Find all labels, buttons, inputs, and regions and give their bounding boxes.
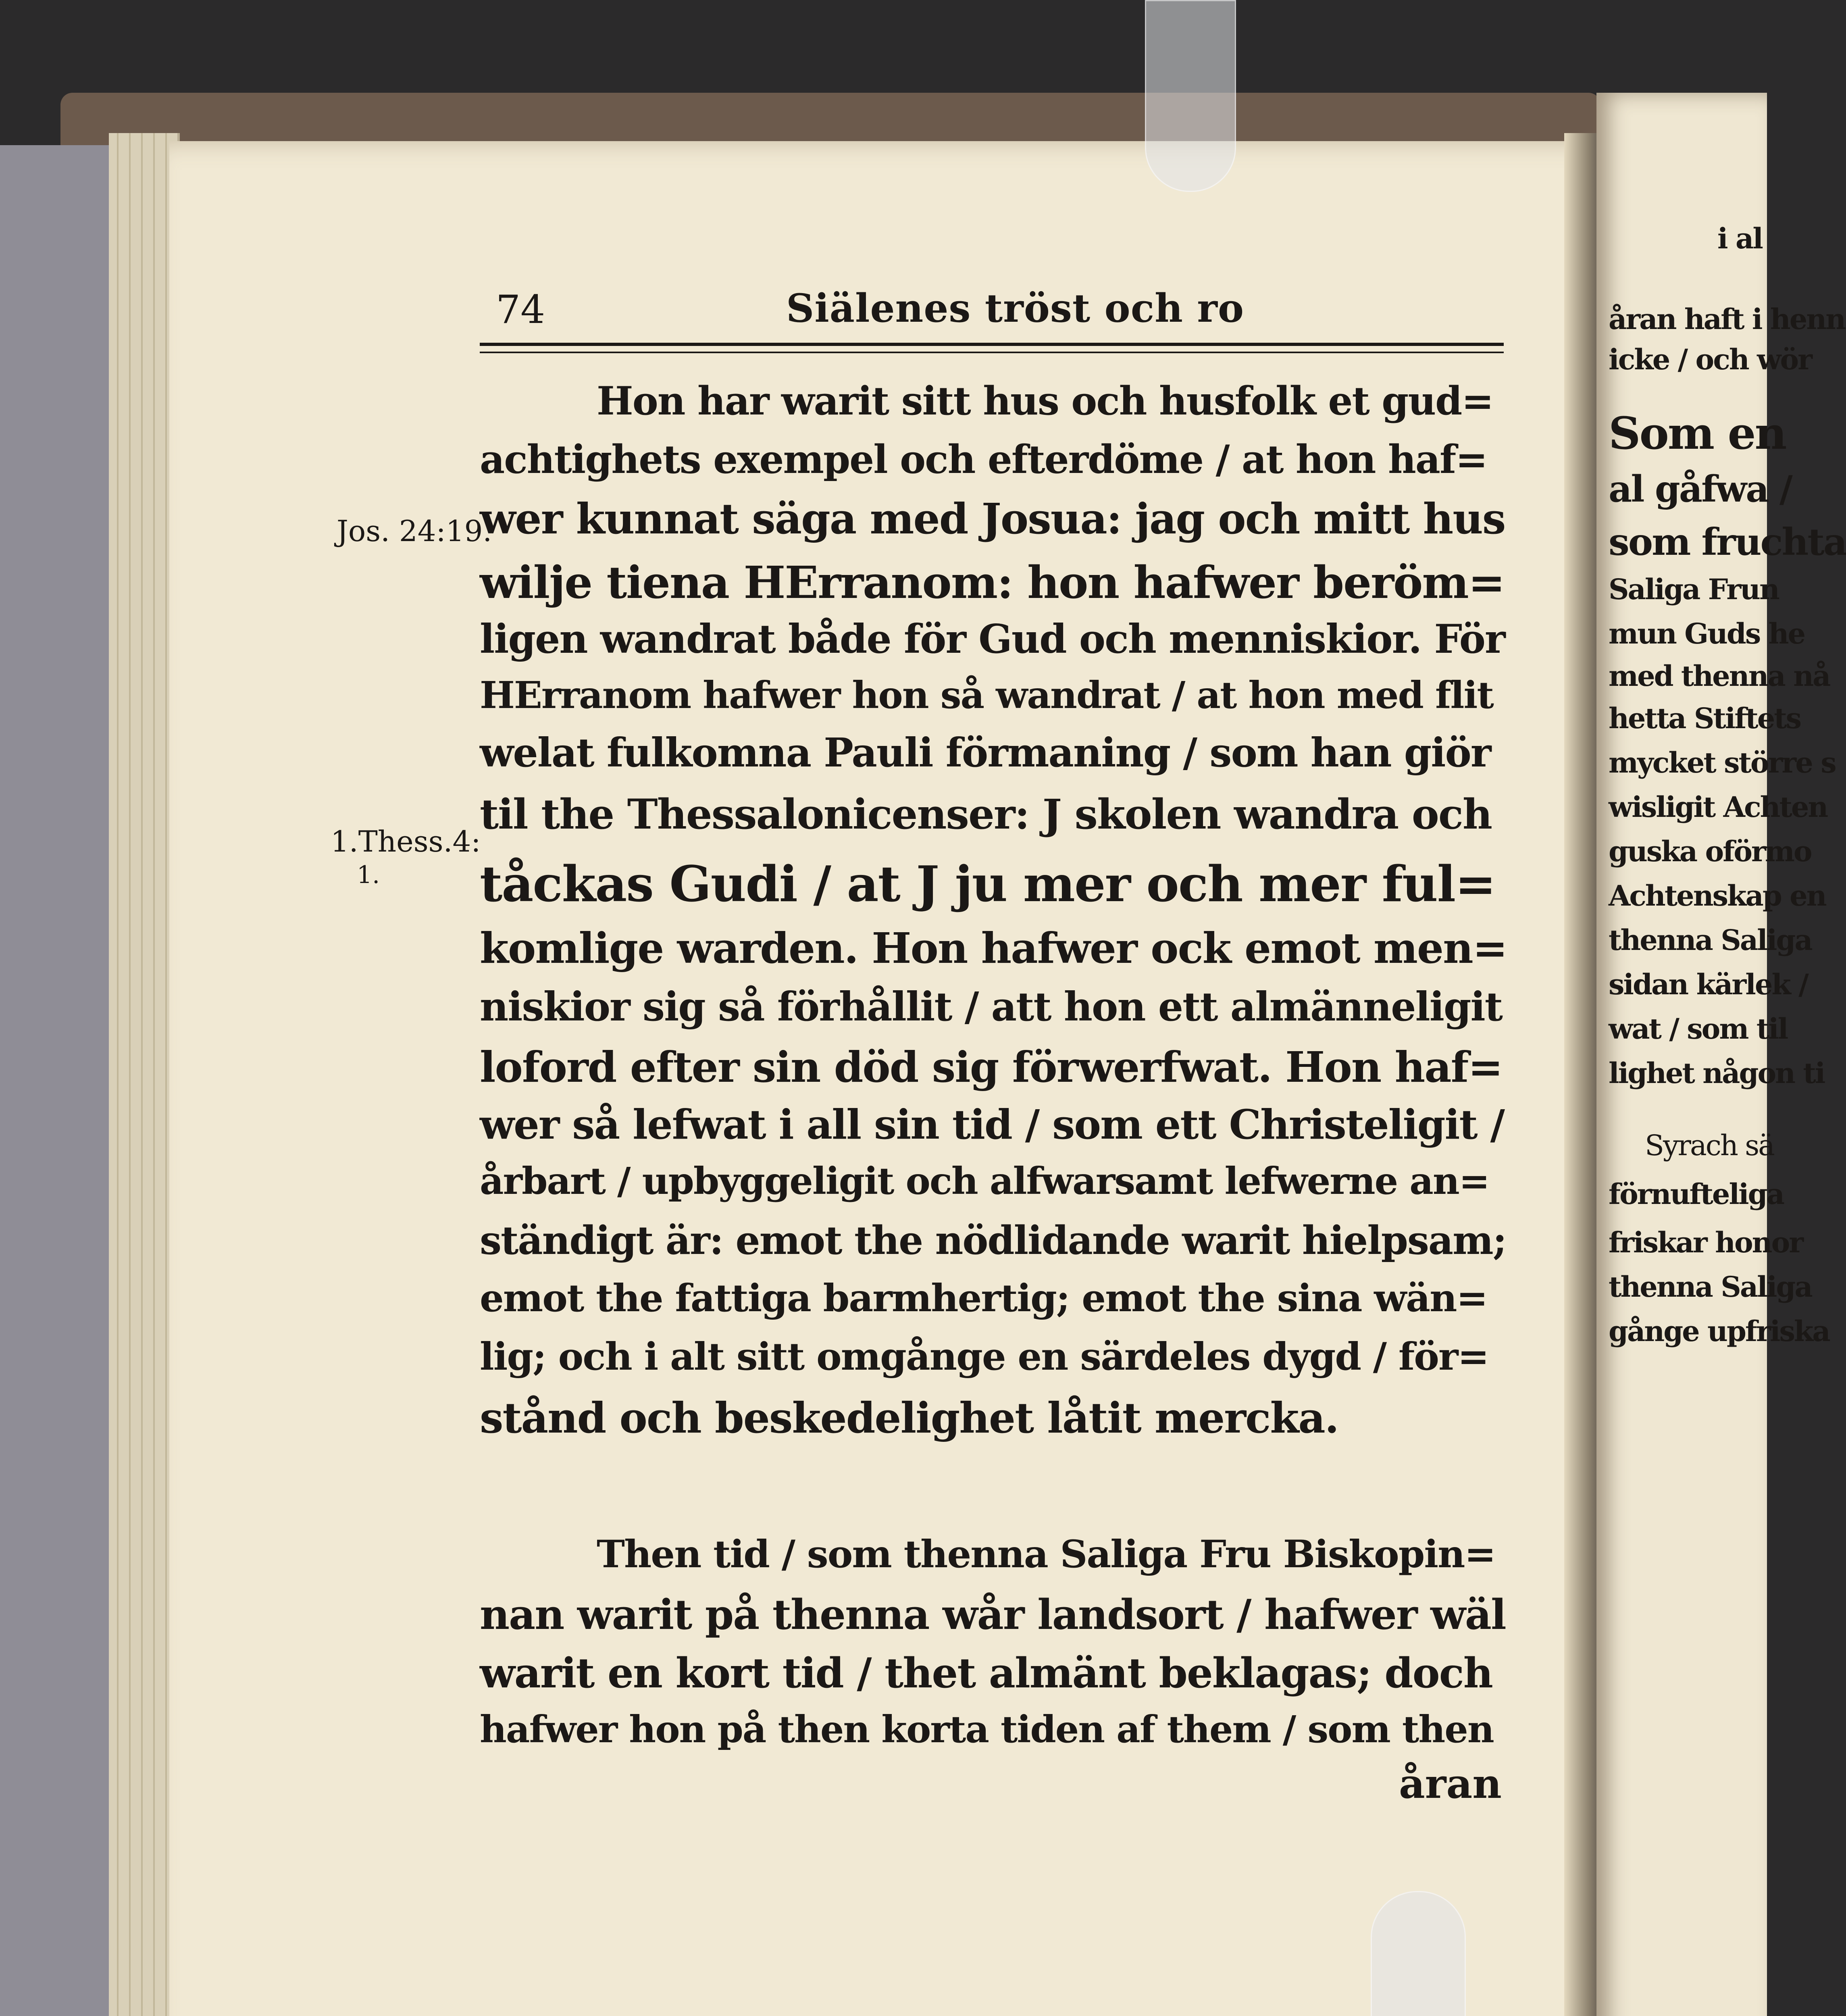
facing-page-line: Saliga Frun: [1609, 573, 1779, 606]
facing-page-line: icke / och wör: [1609, 343, 1811, 376]
text-line: til the Thessalonicenser: J skolen wandra och: [480, 790, 1492, 839]
facing-page-line: sidan kärlek /: [1609, 968, 1808, 1001]
text-line: tåckas Gudi / at J ju mer och mer ful=: [480, 855, 1496, 913]
text-line: warit en kort tid / thet almänt beklagas; doch: [480, 1649, 1492, 1697]
facing-page-line: hetta Stiftets: [1609, 702, 1801, 735]
facing-page-line: thenna Saliga: [1609, 1270, 1812, 1304]
facing-page-line: åran haft i henn: [1609, 302, 1845, 336]
facing-page-line: Syrach sä: [1645, 1129, 1774, 1162]
facing-page-line: lighet någon ti: [1609, 1056, 1825, 1090]
facing-page: [1596, 93, 1846, 2016]
text-line: komlige warden. Hon hafwer ock emot men=: [480, 923, 1507, 973]
text-line: loford efter sin död sig förwerfwat. Hon haf=: [480, 1042, 1503, 1092]
text-line: wer kunnat säga med Josua: jag och mitt hus: [480, 494, 1505, 544]
facing-page-line: mun Guds he: [1609, 617, 1805, 650]
running-head: Siälenes tröst och ro: [786, 285, 1244, 331]
facing-page-line: wisligit Achten: [1609, 790, 1827, 824]
text-line: wer så lefwat i all sin tid / som ett Christeligit /: [480, 1101, 1505, 1148]
text-line: emot the fattiga barmhertig; emot the sina wän=: [480, 1276, 1488, 1320]
text-line: Hon har warit sitt hus och husfolk et gud=: [597, 378, 1493, 424]
page-number: 74: [496, 287, 545, 332]
margin-note-thess: 1.Thess.4:: [331, 825, 481, 858]
text-line: hafwer hon på then korta tiden af them / som then: [480, 1708, 1494, 1751]
text-line: Then tid / som thenna Saliga Fru Biskopin=: [597, 1532, 1496, 1577]
text-line: årbart / upbyggeligit och alfwarsamt lefwerne an=: [480, 1159, 1489, 1203]
page-clip-bottom: [1371, 1891, 1466, 2016]
facing-page-line: förnufteliga: [1609, 1177, 1784, 1211]
margin-note-thess-verse: 1.: [357, 861, 380, 889]
margin-note-josua: Jos. 24:19.: [337, 514, 492, 548]
text-line: welat fulkomna Pauli förmaning / som han giör: [480, 730, 1491, 776]
text-line: ligen wandrat både för Gud och menniskior. För: [480, 616, 1505, 662]
facing-page-line: mycket större s: [1609, 746, 1836, 779]
catchword: åran: [1399, 1760, 1502, 1808]
text-line: ständigt är: emot the nödlidande warit hielpsam;: [480, 1218, 1507, 1263]
page-clip-top: [1145, 0, 1236, 192]
text-line: achtighets exempel och efterdöme / at hon haf=: [480, 437, 1487, 482]
facing-page-line: al gåfwa /: [1609, 468, 1792, 510]
facing-page-line: friskar honor: [1609, 1226, 1803, 1259]
facing-page-line: med thenna nå: [1609, 659, 1830, 693]
facing-page-line: som fruchta: [1609, 520, 1846, 564]
text-line: lig; och i alt sitt omgånge en särdeles dygd / för=: [480, 1335, 1489, 1379]
facing-page-header: i al: [1717, 222, 1762, 255]
facing-page-line: Som en: [1609, 407, 1786, 459]
text-line: wilje tiena HErranom: hon hafwer beröm=: [480, 556, 1505, 608]
header-rule: [480, 343, 1504, 353]
facing-page-line: guska oförmo: [1609, 835, 1811, 868]
text-line: stånd och beskedelighet låtit mercka.: [480, 1393, 1339, 1443]
facing-page-line: thenna Saliga: [1609, 923, 1812, 957]
text-line: HErranom hafwer hon så wandrat / at hon med flit: [480, 673, 1493, 717]
facing-page-line: wat / som til: [1609, 1012, 1788, 1045]
facing-page-line: gånge upfriska: [1609, 1314, 1829, 1348]
text-line: niskior sig så förhållit / att hon ett almänneligit: [480, 984, 1503, 1030]
text-line: nan warit på thenna wår landsort / hafwer wäl: [480, 1591, 1506, 1639]
facing-page-line: Achtenskap en: [1609, 879, 1826, 912]
